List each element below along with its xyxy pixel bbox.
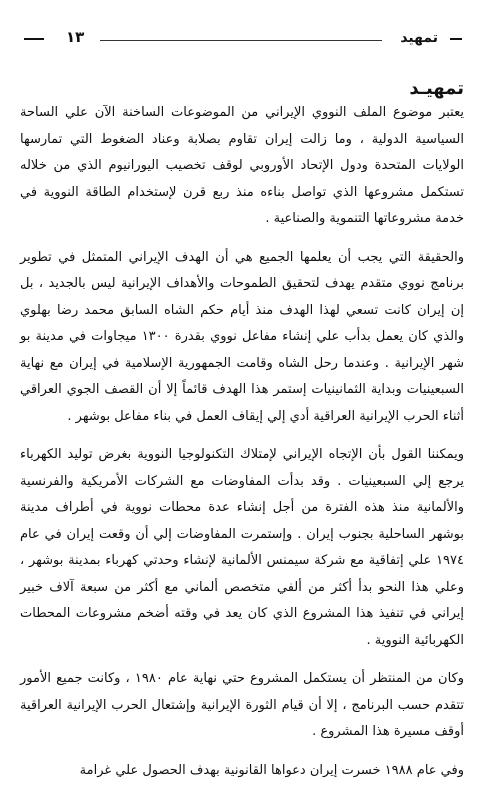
running-header <box>20 28 462 52</box>
paragraph-2: والحقيقة التي يجب أن يعلمها الجميع هي أن الهدف الإيراني المتمثل في تطوير برنامج نووي متقدم يهدف لتحقيق الطموحات والأهداف الإيرانية ليس بالجديد ، بل إن إيران كانت تسعي لهذا الهدف منذ أيام حكم الشاه السابق محمد رضا بهلوي والذي كان يعمل بدأب علي إنشاء مفاعل نووي بقدرة ١٣٠٠ ميجاوات في مدينة بو شهر الإيرانية . وعندما رحل الشاه وقامت الجمهورية الإسلامية في إيران مع نهاية السبعينيات وبداية الثمانينيات إستمر هذا الهدف قائماً إلا أن القصف الجوي العراقي أثناء الحرب الإيرانية العراقية أدي إلي إيقاف العمل في بناء مفاعل بوشهر . <box>20 249 464 424</box>
paragraph-3: ويمكننا القول بأن الإتجاه الإيراني لإمتلاك التكنولوجيا النووية بغرض توليد الكهرباء يرجع إلي السبعينيات . وقد بدأت المفاوضات مع الشركات الأمريكية والفرنسية والألمانية منذ هذه الفترة من أجل إنشاء عدة محطات نووية في أطراف مدينة بوشهر الساحلية بجنوب إيران . وإستمرت المفاوضات إلي أن وقعت إيران في عام ١٩٧٤ علي إتفاقية مع شركة سيمنس الألمانية لإنشاء وحدتي كهرباء بمدينة بوشهر ، وعلي هذا النحو بدأ أكثر من ألفي متخصص ألماني مع أكثر من سبعة آلاف خبير إيراني في تنفيذ هذا المشروع الذي كان يعد في وقته أضخم مشروعات المحطات الكهربائية النووية . <box>20 447 464 648</box>
paragraph-5: وفي عام ١٩٨٨ خسرت إيران دعواها القانونية بهدف الحصول علي غرامة <box>79 762 464 778</box>
header-dash-left <box>24 38 44 40</box>
page-number: ١٣ <box>66 28 85 46</box>
header-rule <box>100 40 382 41</box>
section-heading: تمهيـد <box>409 78 464 99</box>
header-dash-right <box>450 38 462 40</box>
paragraph-1: يعتبر موضوع الملف النووي الإيراني من الموضوعات الساخنة الآن علي الساحة السياسية الدولية ، وما زالت إيران تقاوم بصلابة وعناد الضغوط التي تمارسها الولايات المتحدة ودول الإتحاد الأوروبي لوقف تخصيب اليورانيوم الذي من خلاله تستكمل مشروعها الذي تواصل بناءه منذ ربع قرن لإستخدام الطاقة النووية في خدمة مشروعاتها التنموية والصناعية . <box>20 105 464 226</box>
paragraph-4: وكان من المنتظر أن يستكمل المشروع حتي نهاية عام ١٩٨٠ ، وكانت جميع الأمور تتقدم حسب البرنامج ، إلا أن قيام الثورة الإيرانية وإشتعال الحرب الإيرانية العراقية أوقف مسيرة هذا المشروع . <box>20 671 464 739</box>
header-title: تمهيد <box>400 30 438 46</box>
body-text <box>20 100 464 796</box>
